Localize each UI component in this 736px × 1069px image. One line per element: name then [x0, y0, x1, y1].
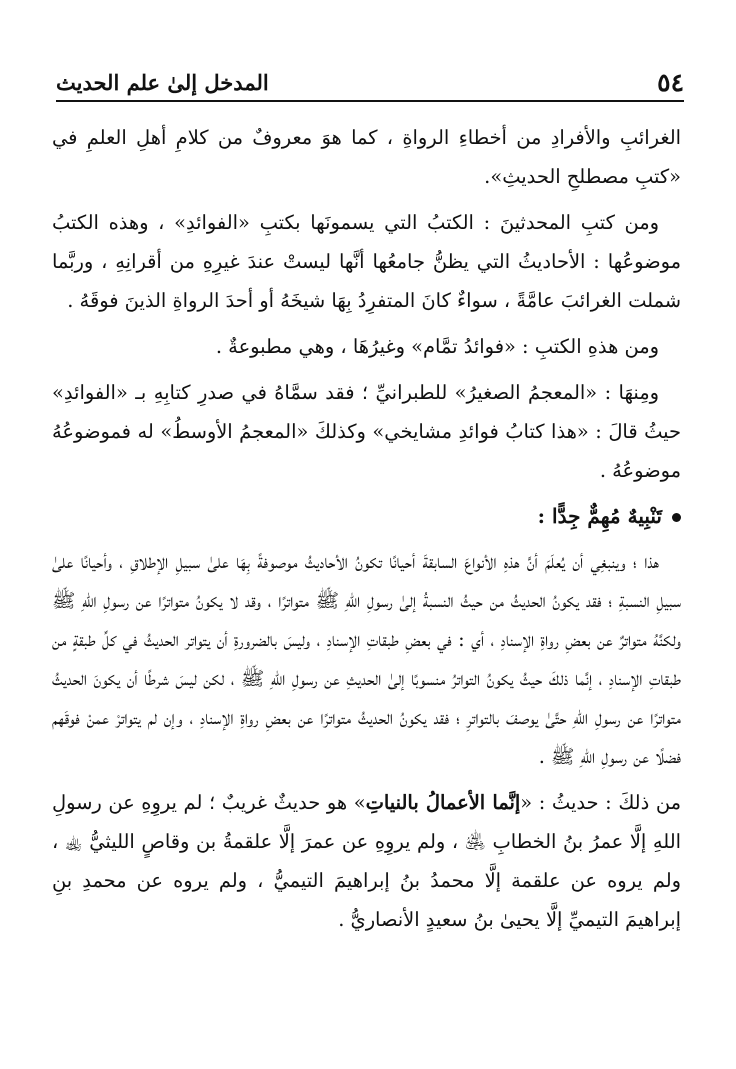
paragraph-6-part-a: من ذلكَ : حديثُ : « — [520, 791, 681, 814]
page-body — [52, 118, 681, 946]
hadith-quote: إنَّما الأعمالُ بالنياتِ — [365, 791, 521, 814]
paragraph-1: الغرائبِ والأفرادِ من أخطاءِ الرواةِ ، كما هوَ معروفٌ من كلامِ أهلِ العلمِ في «كتبِ مصطلحِ الحديثِ». — [52, 126, 681, 188]
paragraph-3: ومن هذهِ الكتبِ : «فوائدُ تمَّام» وغيرُهَا ، وهي مطبوعةٌ . — [215, 335, 659, 358]
page-header — [56, 58, 684, 98]
paragraph-6-part-c: » هو حديثٌ غريبٌ ؛ لم يروِهِ عن رسولِ اللهِ إلَّا عمرُ بنُ الخطابِ ﵁ ، ولم يروِهِ عن عمرَ إلَّا علقمةُ بن وقاصٍ الليثيُّ ﵀ ، ولم يروه عن علقمة إلَّا محمدُ بنُ إبراهيمَ التيميُّ ، ولم يروه عن محمدِ بنِ إبراهيمَ التيميِّ إلَّا يحيىٰ بنُ سعيدٍ الأنصاريُّ . — [52, 791, 681, 931]
page-number: ٥٤ — [657, 68, 684, 97]
bullet-icon — [672, 513, 681, 522]
paragraph-6 — [52, 783, 681, 939]
running-title: المدخل إلىٰ علم الحديث — [56, 70, 269, 95]
header-rule — [56, 100, 684, 102]
note-heading-text: تَنْبِيهٌ مُهِمٌّ جِدًّا : — [537, 504, 662, 528]
paragraph-4: ومِنهَا : «المعجمُ الصغيرُ» للطبرانيِّ ؛ فقد سمَّاهُ في صدرِ كتابِهِ بـ «الفوائدِ» حيثُ قالَ : «هذا كتابُ فوائدِ مشايخي» وكذلكَ «المعجمُ الأوسطُ» له فموضوعُهُ موضوعُهُ . — [52, 381, 681, 482]
note-heading — [52, 497, 681, 536]
paragraph-5: هذا ؛ وينبغِي أن يُعلَمَ أنَّ هذهِ الأنواعَ السابقةَ أحيانًا تكونُ الأحاديثُ موصوفةً بِهَا علىٰ سبيلِ الإطلاقِ ، وأحيانًا علىٰ سبيلِ النسبةِ ؛ فقد يكونُ الحديثُ من حيثُ النسبةُ إلىٰ رسولِ اللهِ ﷺ متواترًا ، وقد لا يكونُ متواترًا عن رسولِ اللهِ ﷺ ولكنَّهُ متواترٌ عن بعضِ رواةِ الإسنادِ ، أي : في بعضِ طبقاتِ الإسنادِ ، وليسَ بالضرورةِ أن يتواتر الحديثُ في كلِّ طبقةٍ من طبقاتِ الإسنادِ ، إنَّما ذلكَ حيثُ يكونُ التواترُ منسوبًا إلىٰ الحديثِ عن رسولِ اللهِ ﷺ ، لكن ليسَ شرطًا أن يكونَ الحديثُ متواترًا عن رسولِ اللهِ حتَّىٰ يوصفَ بالتواترِ ؛ فقد يكونُ الحديثُ متواترًا عن بعضِ رواةِ الإسنادِ ، وإن لم يتواترْ عمنْ فوقَهم فضلًا عن رسولِ اللهِ ﷺ . — [52, 550, 681, 768]
paragraph-2: ومن كتبِ المحدثينَ : الكتبُ التي يسمونَها بكتبِ «الفوائدِ» ، وهذه الكتبُ موضوعُها : الأحاديثُ التي يظنُّ جامعُها أنَّها ليستْ عندَ غيرِهِ من أقرانِهِ ، وربَّما شملت الغرائبَ عامَّةً ، سواءٌ كانَ المتفرِدُ بِهَا شيخَهُ أو أحدَ الرواةِ الذينَ فوقَهُ . — [52, 211, 681, 312]
